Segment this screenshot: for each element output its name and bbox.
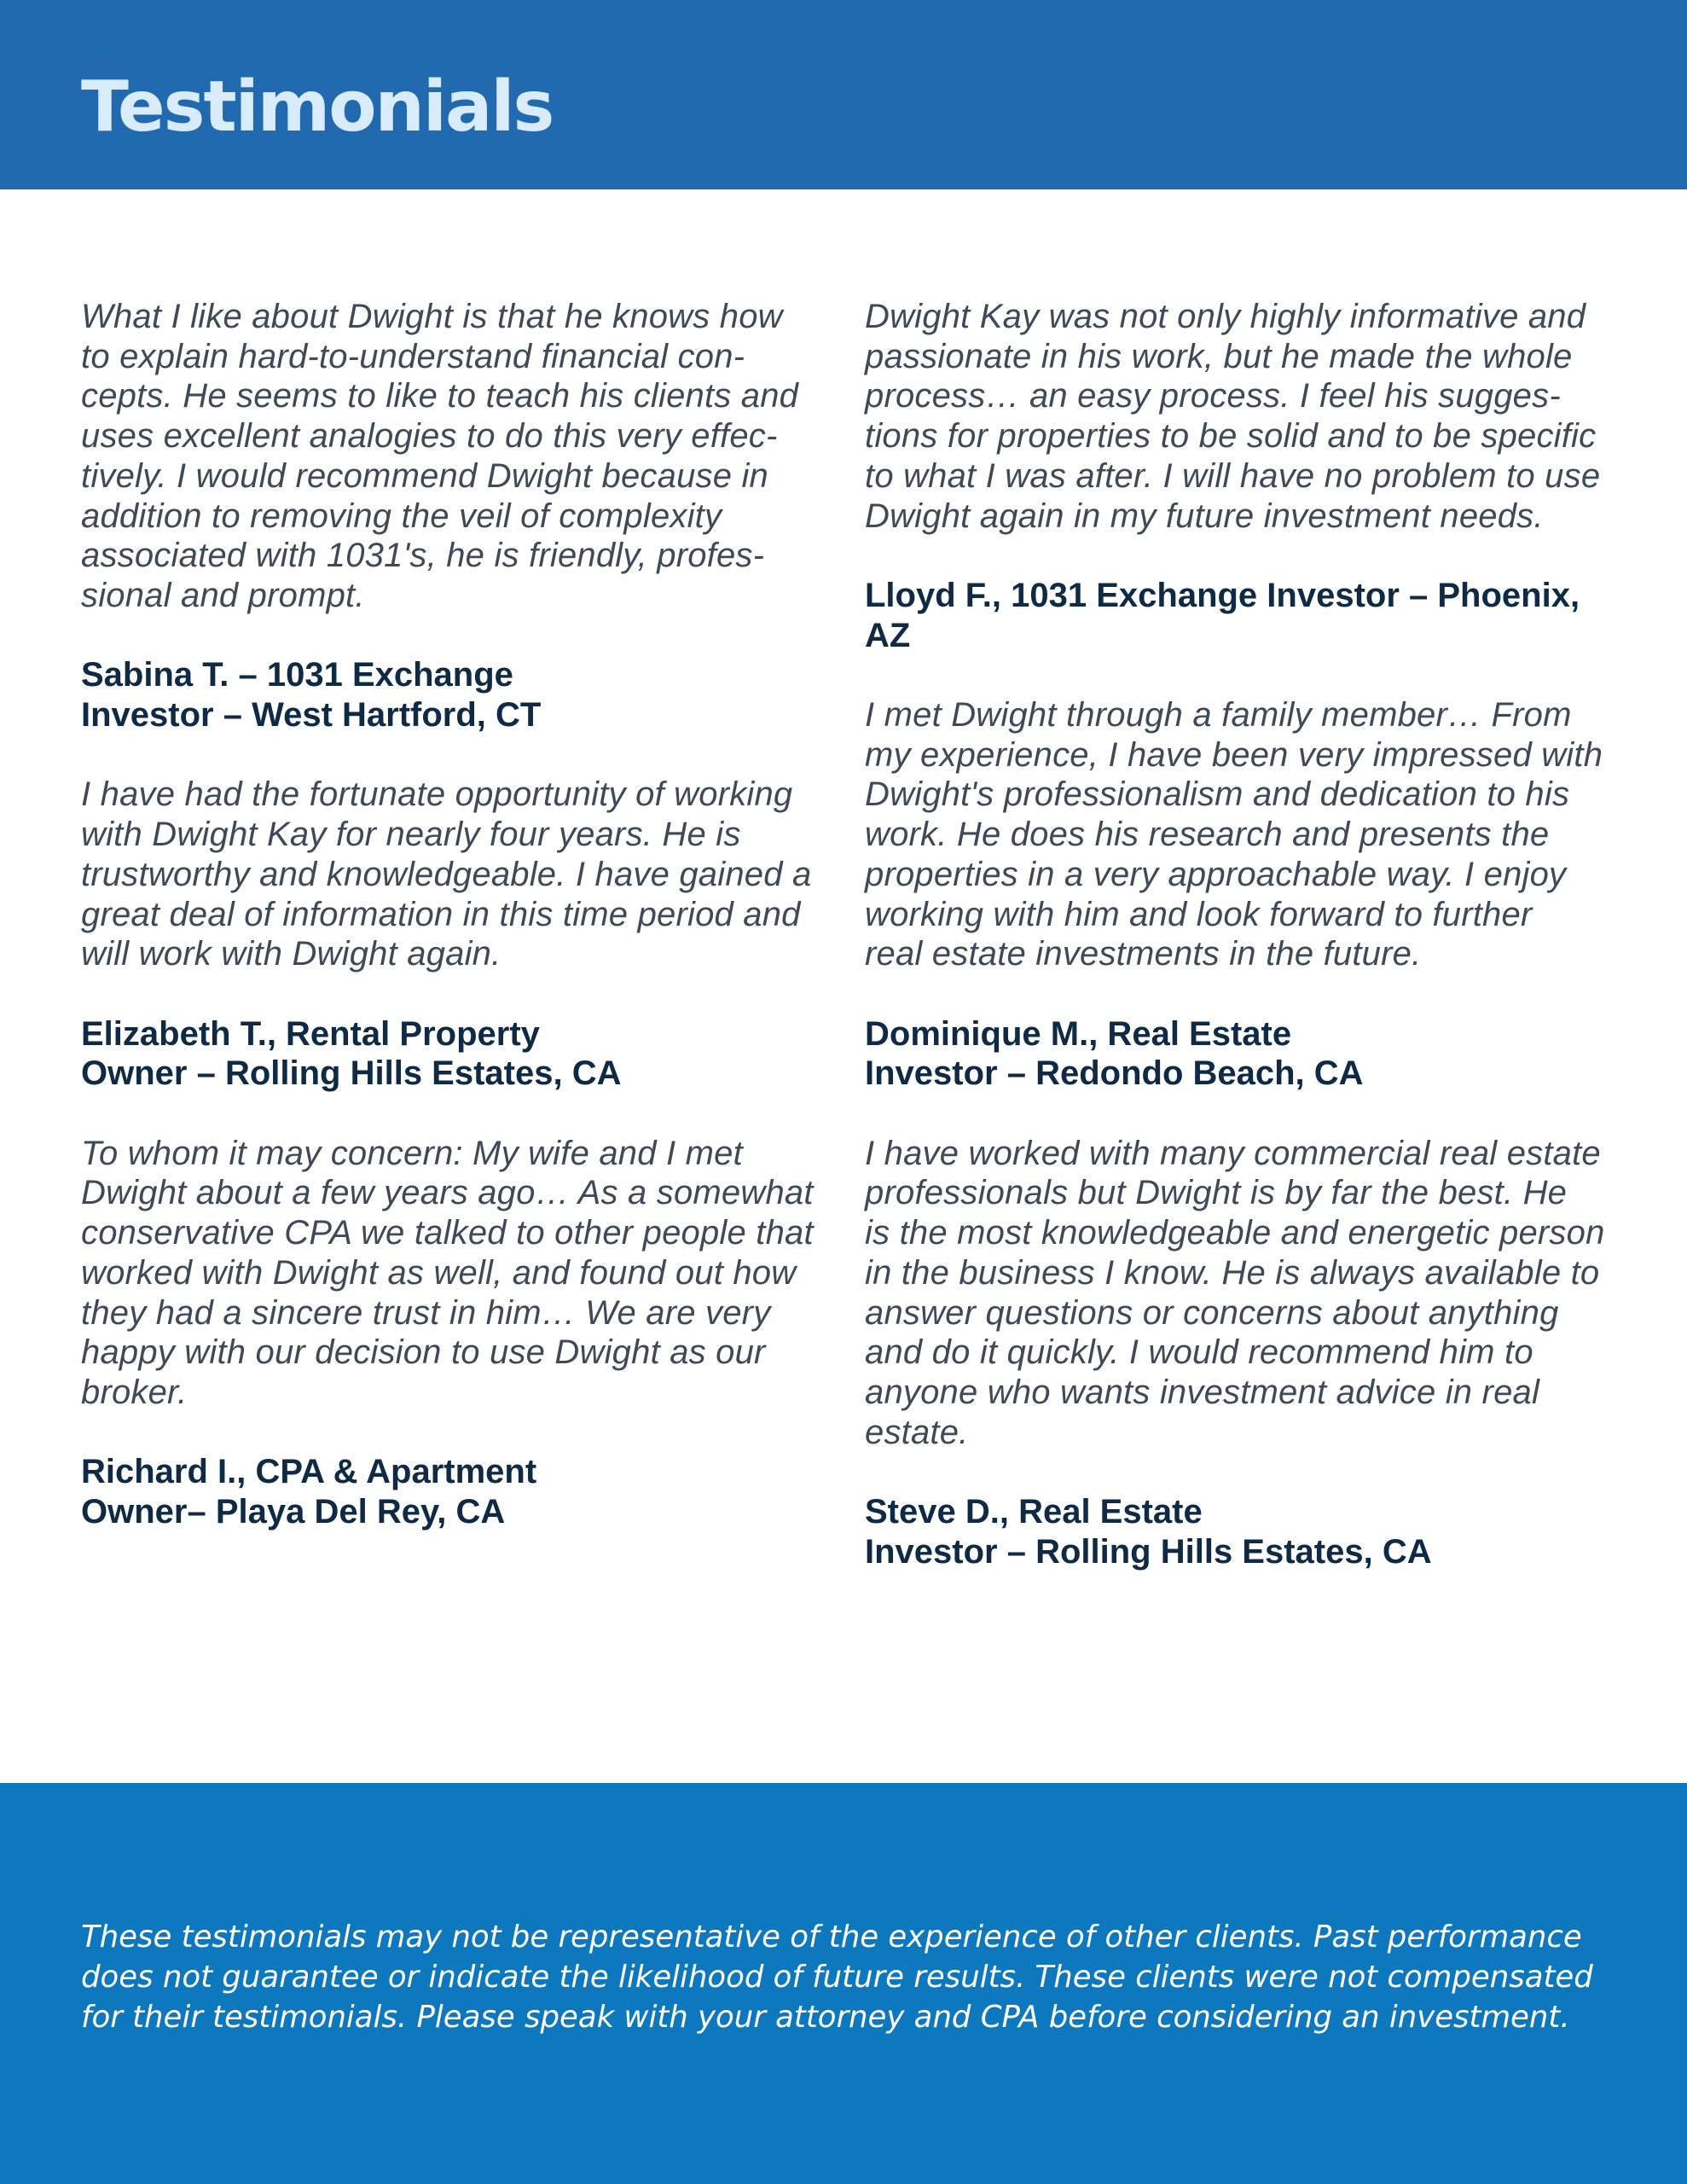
header-banner [0,0,1687,189]
testimonial-attribution: Sabina T. – 1031 Exchange Investor – West Hartford, CT [81,656,542,735]
testimonial-attribution: Dominique M., Real Estate Investor – Redondo Beach, CA [865,1014,1364,1093]
testimonials-column-left [81,297,832,1571]
testimonial-quote: Dwight Kay was not only highly informative and passionate in his work, but he made the whole process… an easy process. I feel his sugges- tions for properties to be solid and to be specific to what I was after. I will have no problem to use Dwight again in my future investment needs. [865,298,1601,535]
testimonial-attribution: Elizabeth T., Rental Property Owner – Rolling Hills Estates, CA [81,1014,622,1093]
testimonial-quote: To whom it may concern: My wife and I met Dwight about a few years ago… As a somewhat conservative CPA we talked to other people that worked with Dwight as well, and found out how they had a sincere trust in him… We are very happy with our decision to use Dwight as our broker. [81,1134,814,1411]
testimonial-quote: I have worked with many commercial real estate professionals but Dwight is by far the best. He is the most knowledgeable and energetic person in the business I know. He is always available to answer questions or concerns about anything and do it quickly. I would recommend him to anyone who wants investment advice in real estate. [865,1134,1605,1451]
testimonial-quote: What I like about Dwight is that he knows how to explain hard-to-understand financial con- cepts. He seems to like to teach his clients and uses excellent analogies to do this very effec- tively. I would recommend Dwight because in addition to removing the veil of complexity associated with 1031's, he is friendly, profes- sional and prompt. [81,298,799,614]
testimonial-quote: I have had the fortunate opportunity of working with Dwight Kay for nearly four years. He is trustworthy and knowledgeable. I have gained a great deal of information in this time period and will work with Dwight again. [81,775,812,973]
testimonial-attribution: Steve D., Real Estate Investor – Rolling Hills Estates, CA [865,1493,1432,1571]
testimonial-quote: I met Dwight through a family member… From my experience, I have been very impressed with Dwight's professionalism and dedication to his work. He does his research and presents the properties in a very approachable way. I enjoy working with him and look forward to further real estate investments in the future. [865,696,1603,973]
testimonial-attribution: Lloyd F., 1031 Exchange Investor – Phoenix, AZ [865,576,1580,654]
disclaimer-text: These testimonials may not be representative of the experience of other clients. Past performance does not guarantee or indicate the likelihood of future results. These clients were not compensated for their testimonials. Please speak with your attorney and CPA before considering an investment. [81,1920,1593,2035]
testimonial-attribution: Richard I., CPA & Apartment Owner– Playa Del Rey, CA [81,1453,537,1531]
page-title: Testimonials [81,67,554,148]
testimonials-column-right [865,297,1615,1612]
